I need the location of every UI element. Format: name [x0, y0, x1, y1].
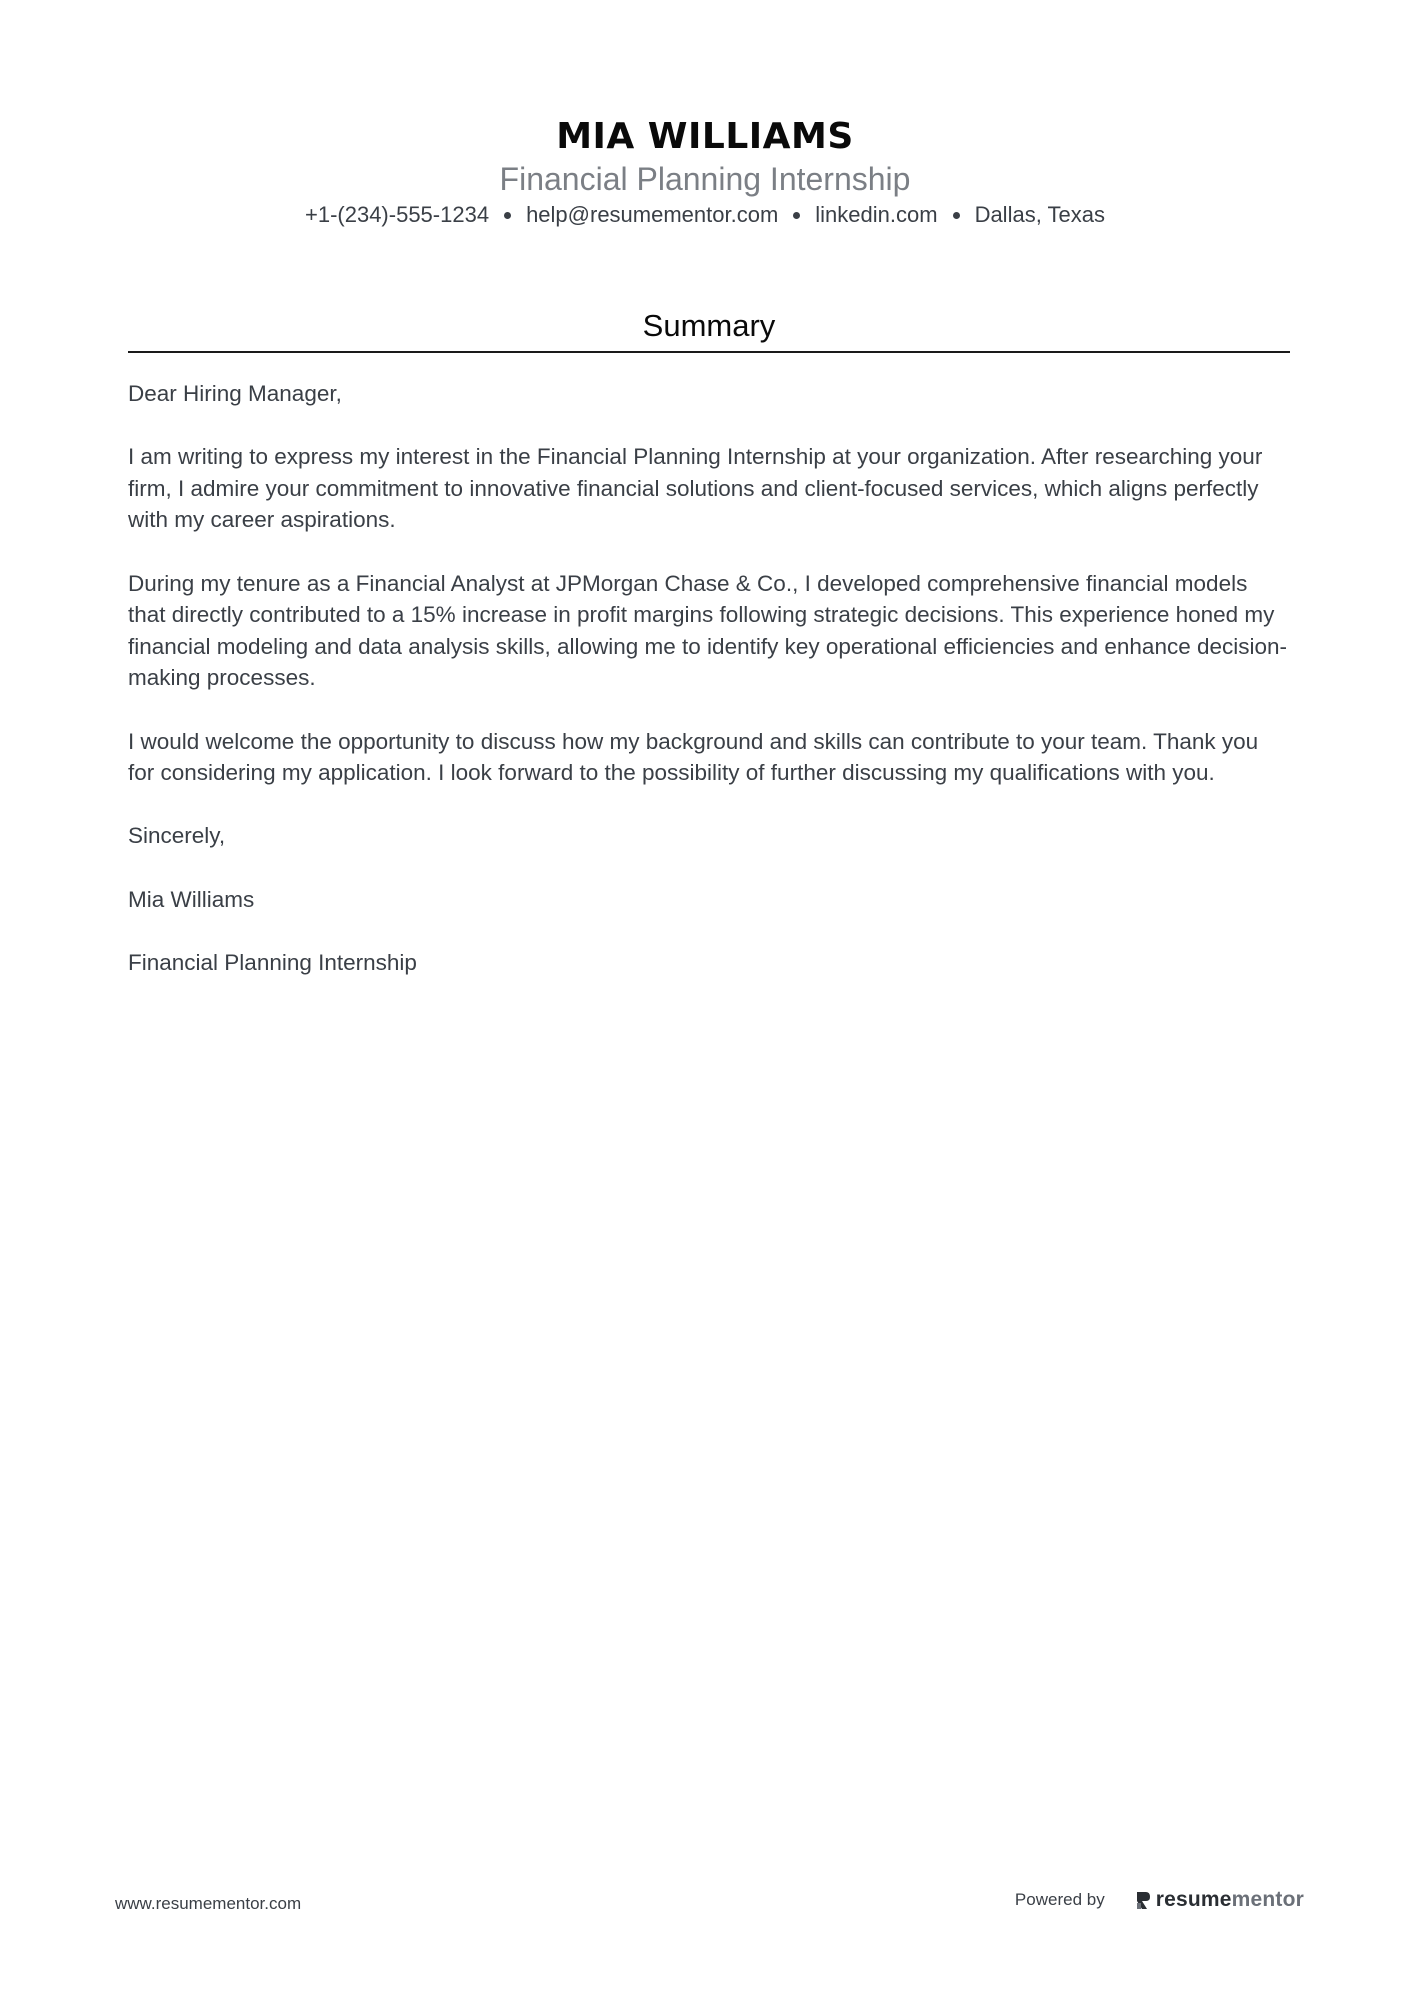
section-divider [128, 351, 1290, 353]
brand-name-part1: resume [1155, 1888, 1232, 1911]
footer-website[interactable]: www.resumementor.com [115, 1894, 302, 1913]
contact-email[interactable]: help@resumementor.com [526, 202, 779, 227]
letter-body [128, 378, 1290, 1010]
bullet-separator [504, 212, 511, 219]
resumementor-logo[interactable] [1135, 1888, 1304, 1912]
letter-greeting: Dear Hiring Manager, [128, 381, 342, 406]
applicant-name: MIA WILLIAMS [556, 116, 854, 157]
contact-line [0, 198, 1410, 232]
contact-location: Dallas, Texas [974, 202, 1105, 227]
resumementor-logo-icon [1135, 1890, 1152, 1911]
brand-name-part2: mentor [1231, 1888, 1304, 1911]
bullet-separator [953, 212, 960, 219]
contact-phone: +1-(234)-555-1234 [304, 202, 490, 227]
footer-branding [1015, 1888, 1304, 1912]
letter-signature-title: Financial Planning Internship [128, 949, 417, 975]
letter-paragraph: I would welcome the opportunity to discuss how my background and skills can contribute to your team. Thank you for considering my application. I look forward to the possibility of further discussing my qualifications with you. [128, 728, 1259, 786]
letter-paragraph: I am writing to express my interest in the Financial Planning Internship at your organization. After researching your firm, I admire your commitment to innovative financial solutions and client-focused services, which aligns perfectly with my career aspirations. [128, 444, 1263, 533]
section-title: Summary [642, 308, 776, 343]
bullet-separator [793, 212, 800, 219]
letter-signature: Mia Williams [128, 886, 255, 912]
contact-linkedin[interactable]: linkedin.com [815, 202, 938, 227]
letter-closing: Sincerely, [128, 823, 226, 849]
powered-by-label: Powered by [1014, 1890, 1105, 1909]
letter-header [0, 112, 1410, 232]
applicant-role: Financial Planning Internship [499, 161, 911, 197]
letter-paragraph: During my tenure as a Financial Analyst at JPMorgan Chase & Co., I developed comprehensive financial models that directly contributed to a 15% increase in profit margins following strategic decisions. This experience honed my financial modeling and data analysis skills, allowing me to identify key operational efficiencies and enhance decision-making processes. [128, 570, 1288, 691]
